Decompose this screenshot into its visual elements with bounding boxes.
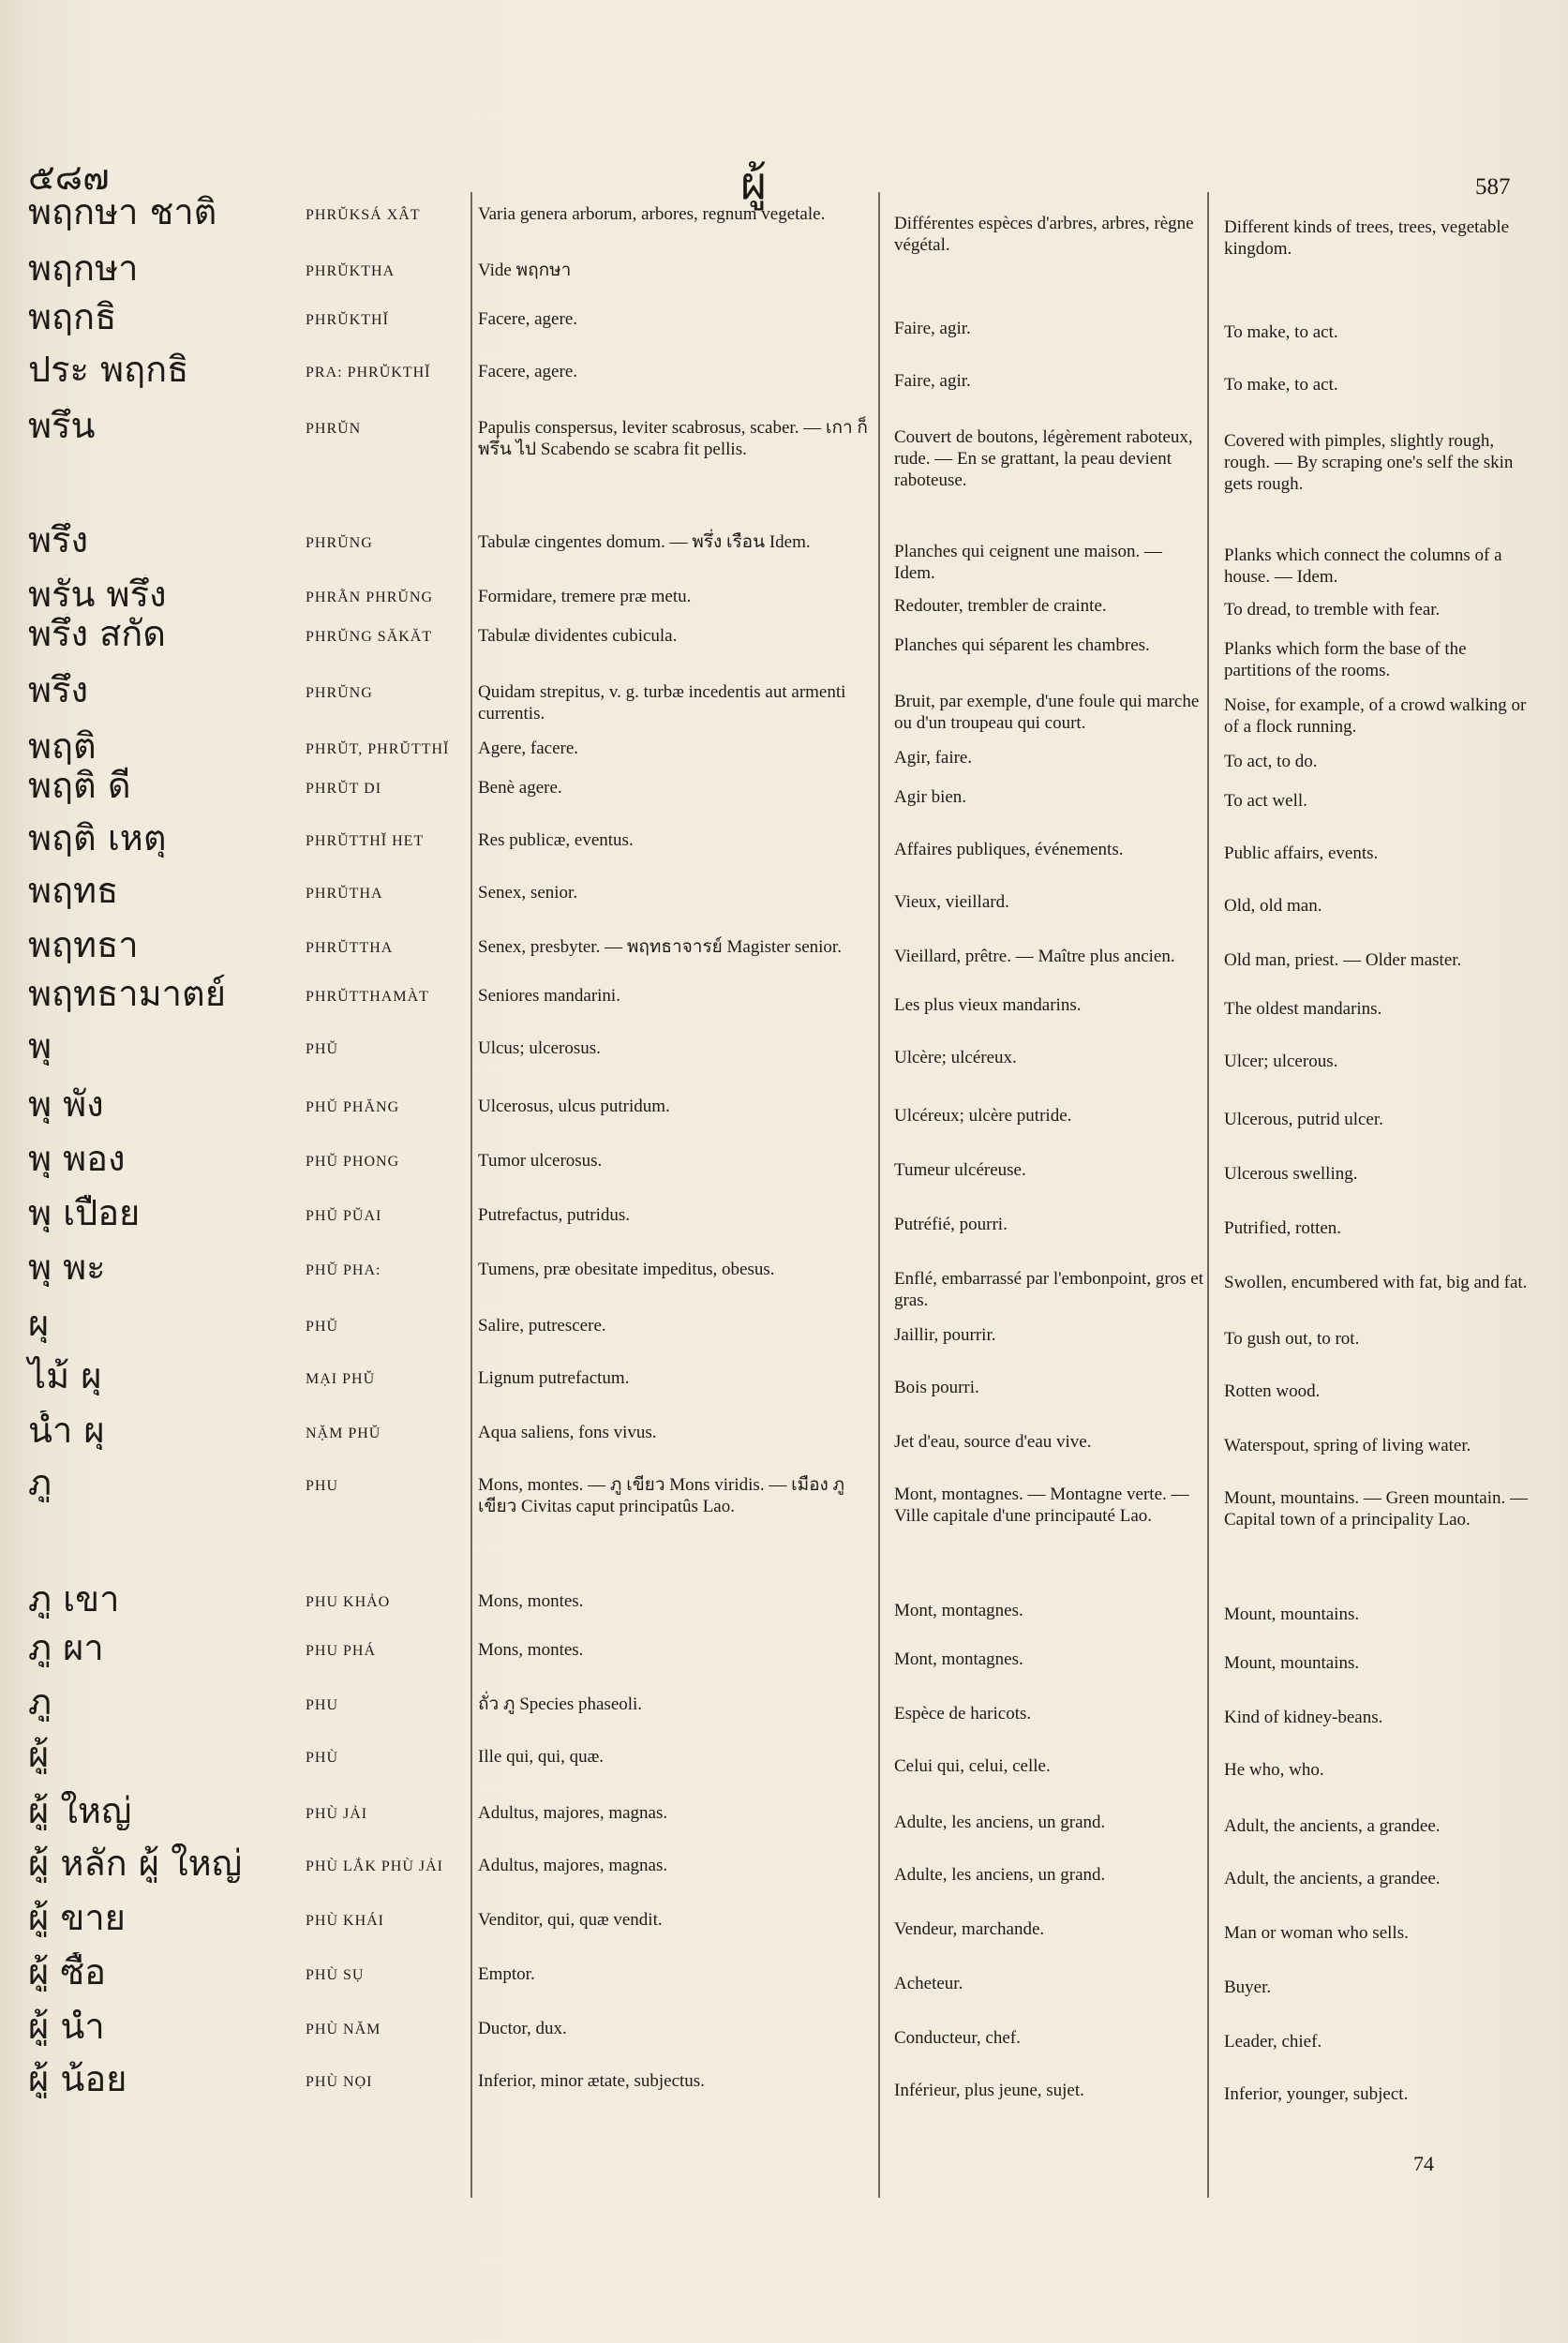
- romanization: MẠI PHŬ: [306, 1371, 376, 1387]
- dictionary-entry: [0, 1463, 1568, 1579]
- thai-headword: ผู้ นำ: [28, 2007, 105, 2046]
- english-definition: To gush out, to rot.: [1224, 1329, 1360, 1349]
- french-definition: Espèce de haricots.: [894, 1704, 1032, 1724]
- french-definition: Vieux, vieillard.: [894, 892, 1009, 912]
- thai-headword: ภู เขา: [28, 1579, 120, 1619]
- romanization: PHRŬKSÁ XÂT: [306, 207, 421, 223]
- page-number: 587: [1475, 174, 1511, 200]
- latin-definition: Inferior, minor ætate, subjectus.: [478, 2071, 705, 2091]
- thai-headword: พุ เปื่อย: [28, 1193, 141, 1232]
- thai-headword: ประ พฤกธิ: [28, 350, 189, 389]
- thai-headword: พฤกษา ชาติ: [28, 192, 217, 231]
- english-definition: To act well.: [1224, 791, 1307, 811]
- latin-definition: Agere, facere.: [478, 739, 579, 758]
- thai-headword: พฤทธ: [28, 871, 119, 910]
- french-definition: Agir, faire.: [894, 748, 973, 768]
- thai-headword: ผู้ หลัก ผู้ ใหญ่: [28, 1843, 243, 1883]
- romanization: PHRŬTTHǏ HET: [306, 833, 425, 849]
- thai-headword: พรึ่น: [28, 406, 96, 445]
- dictionary-entry: [0, 1026, 1568, 1084]
- english-definition: To act, to do.: [1224, 752, 1318, 771]
- english-definition: To make, to act.: [1224, 375, 1338, 395]
- english-definition: Swollen, encumbered with fat, big and fat.: [1224, 1273, 1528, 1292]
- english-definition: To make, to act.: [1224, 322, 1338, 342]
- dictionary-entry: [0, 670, 1568, 737]
- english-definition: Ulcerous swelling.: [1224, 1164, 1358, 1184]
- dictionary-entry: [0, 766, 1568, 818]
- romanization: PHRŬNG: [306, 535, 373, 551]
- french-definition: Vieillard, prêtre. — Maître plus ancien.: [894, 947, 1175, 966]
- dictionary-entry: [0, 575, 1568, 619]
- dictionary-entry: [0, 297, 1568, 350]
- dictionary-entry: [0, 1304, 1568, 1356]
- thai-headword: พฤทธามาตย์: [28, 974, 226, 1013]
- english-definition: Mount, mountains.: [1224, 1604, 1360, 1624]
- french-definition: Faire, agir.: [894, 319, 971, 338]
- latin-definition: Tabulæ dividentes cubicula.: [478, 626, 678, 646]
- english-definition: Buyer.: [1224, 1977, 1272, 1997]
- thai-headword: พุ พัง: [28, 1084, 104, 1124]
- english-definition: Old, old man.: [1224, 896, 1322, 916]
- romanization: PHRŬNG SĂKĂT: [306, 629, 433, 645]
- latin-definition: Seniores mandarini.: [478, 986, 620, 1006]
- thai-headword: ผู้ น้อย: [28, 2059, 127, 2098]
- thai-headword: พฤกษา: [28, 248, 139, 288]
- latin-definition: Ulcus; ulcerosus.: [478, 1038, 601, 1058]
- thai-headword: พฤทธา: [28, 925, 139, 964]
- french-definition: Putréfié, pourri.: [894, 1215, 1008, 1234]
- thai-headword: พุ พอง: [28, 1139, 126, 1178]
- french-definition: Adulte, les anciens, un grand.: [894, 1865, 1106, 1885]
- thai-headword: น้ำ ผุ: [28, 1410, 105, 1450]
- thai-headword: ภู: [28, 1463, 52, 1502]
- thai-headword: ผู้: [28, 1735, 50, 1774]
- latin-definition: Aqua saliens, fons vivus.: [478, 1423, 657, 1442]
- latin-definition: Senex, senior.: [478, 883, 578, 903]
- dictionary-entry: [0, 350, 1568, 406]
- latin-definition: Tabulæ cingentes domum. — พรึ่ง เรือน Idem.: [478, 532, 811, 552]
- english-definition: Public affairs, events.: [1224, 843, 1379, 863]
- dictionary-entry: [0, 1579, 1568, 1628]
- dictionary-entry: [0, 1410, 1568, 1463]
- romanization: PHÙ LẮK PHÙ JẢI: [306, 1858, 444, 1874]
- romanization: NẶM PHŬ: [306, 1425, 381, 1441]
- romanization: PRA: PHRŬKTHǏ: [306, 365, 431, 381]
- latin-definition: Ductor, dux.: [478, 2019, 567, 2038]
- english-definition: Noise, for example, of a crowd walking or of a flock running.: [1224, 695, 1527, 737]
- english-definition: Different kinds of trees, trees, vegetable kingdom.: [1224, 217, 1510, 259]
- french-definition: Adulte, les anciens, un grand.: [894, 1813, 1106, 1832]
- dictionary-entry: [0, 1193, 1568, 1247]
- dictionary-entry: [0, 1628, 1568, 1682]
- latin-definition: Senex, presbyter. — พฤทธาจารย์ Magister senior.: [478, 937, 842, 957]
- dictionary-entry: [0, 726, 1568, 771]
- english-definition: He who, who.: [1224, 1760, 1324, 1780]
- romanization: PHRŬT DI: [306, 781, 382, 797]
- romanization: PHŬ PHA:: [306, 1262, 381, 1278]
- thai-headword: พุ: [28, 1026, 52, 1066]
- french-definition: Planches qui ceignent une maison. — Idem.: [894, 542, 1162, 583]
- french-definition: Enflé, embarrassé par l'embonpoint, gros et gras.: [894, 1269, 1204, 1310]
- dictionary-entry: [0, 1791, 1568, 1843]
- french-definition: Celui qui, celui, celle.: [894, 1756, 1051, 1776]
- english-definition: Planks which connect the columns of a house. — Idem.: [1224, 545, 1502, 587]
- romanization: PHÙ: [306, 1750, 339, 1766]
- romanization: PHÙ NỌI: [306, 2074, 373, 2090]
- dictionary-entry: [0, 1682, 1568, 1735]
- romanization: PHŬ PHĂNG: [306, 1099, 400, 1115]
- french-definition: Ulcère; ulcéreux.: [894, 1048, 1017, 1067]
- english-definition: Adult, the ancients, a grandee.: [1224, 1816, 1441, 1836]
- latin-definition: Mons, montes.: [478, 1591, 584, 1611]
- dictionary-entry: [0, 406, 1568, 520]
- french-definition: Ulcéreux; ulcère putride.: [894, 1106, 1072, 1126]
- running-headword: ผู้: [740, 157, 768, 210]
- romanization: PHÙ NĂM: [306, 2022, 381, 2037]
- dictionary-entry: [0, 2059, 1568, 2112]
- french-definition: Mont, montagnes.: [894, 1649, 1023, 1669]
- french-definition: Planches qui séparent les chambres.: [894, 635, 1150, 655]
- english-definition: Inferior, younger, subject.: [1224, 2084, 1409, 2104]
- latin-definition: Salire, putrescere.: [478, 1316, 606, 1336]
- french-definition: Tumeur ulcéreuse.: [894, 1160, 1026, 1180]
- english-definition: Rotten wood.: [1224, 1381, 1321, 1401]
- dictionary-entry: [0, 1843, 1568, 1898]
- latin-definition: Mons, montes. — ภู เขียว Mons viridis. — เมือง ภู เขียว Civitas caput principatûs Lao.: [478, 1475, 845, 1516]
- french-definition: Acheteur.: [894, 1974, 963, 1993]
- latin-definition: Tumor ulcerosus.: [478, 1151, 603, 1171]
- french-definition: Agir bien.: [894, 787, 967, 807]
- english-definition: Leader, chief.: [1224, 2032, 1322, 2052]
- english-definition: Man or woman who sells.: [1224, 1923, 1409, 1943]
- thai-headword: พรึ่ง: [28, 670, 89, 709]
- thai-headword: ภู ผา: [28, 1628, 104, 1667]
- english-definition: [1224, 248, 1529, 273]
- romanization: PHRŬKTHA: [306, 263, 396, 279]
- english-definition: Mount, mountains.: [1224, 1653, 1360, 1673]
- dictionary-entry: [0, 1356, 1568, 1410]
- french-definition: Redouter, trembler de crainte.: [894, 596, 1107, 616]
- thai-headword: พุ พะ: [28, 1247, 106, 1287]
- dictionary-entry: [0, 1139, 1568, 1193]
- french-definition: Les plus vieux mandarins.: [894, 995, 1082, 1015]
- thai-headword: พฤติ เหตุ: [28, 818, 167, 858]
- french-definition: Jaillir, pourrir.: [894, 1325, 996, 1345]
- english-definition: Covered with pimples, slightly rough, rough. — By scraping one's self the skin gets rough.: [1224, 431, 1514, 494]
- romanization: PHRŬN: [306, 421, 362, 437]
- romanization: PHÙ JẢI: [306, 1806, 368, 1822]
- dictionary-entry: [0, 1952, 1568, 2007]
- english-definition: Old man, priest. — Older master.: [1224, 950, 1462, 970]
- latin-definition: Benè agere.: [478, 778, 562, 798]
- latin-definition: Quidam strepitus, v. g. turbæ incedentis aut armenti currentis.: [478, 682, 846, 724]
- french-definition: Bois pourri.: [894, 1378, 979, 1397]
- signature-mark: 74: [1413, 2152, 1434, 2175]
- dictionary-entry: [0, 871, 1568, 925]
- latin-definition: Formidare, tremere præ metu.: [478, 587, 692, 606]
- romanization: PHŬ: [306, 1041, 339, 1057]
- thai-headword: ผู้ ใหญ่: [28, 1791, 132, 1830]
- thai-headword: ผุ: [28, 1304, 50, 1343]
- thai-headword: ภู: [28, 1682, 52, 1722]
- french-definition: Jet d'eau, source d'eau vive.: [894, 1432, 1092, 1452]
- romanization: PHU: [306, 1478, 339, 1494]
- latin-definition: Emptor.: [478, 1964, 535, 1984]
- romanization: PHRŬTTHA: [306, 940, 394, 956]
- thai-headword: ผู้ ขาย: [28, 1898, 126, 1937]
- english-definition: Mount, mountains. — Green mountain. — Capital town of a principality Lao.: [1224, 1488, 1529, 1530]
- romanization: PHÙ KHÁI: [306, 1913, 384, 1929]
- romanization: PHRẰN PHRŬNG: [306, 589, 434, 605]
- thai-headword: พฤกธิ: [28, 297, 117, 336]
- dictionary-entry: [0, 818, 1568, 871]
- thai-headword: พฤติ: [28, 726, 97, 766]
- latin-definition: Ulcerosus, ulcus putridum.: [478, 1097, 670, 1116]
- english-definition: Waterspout, spring of living water.: [1224, 1436, 1471, 1455]
- french-definition: Affaires publiques, événements.: [894, 840, 1124, 859]
- english-definition: Planks which form the base of the partitions of the rooms.: [1224, 639, 1467, 680]
- dictionary-entry: [0, 1247, 1568, 1310]
- dictionary-entry: [0, 1735, 1568, 1791]
- entry-list: [0, 192, 1568, 2112]
- romanization: PHŬ PHONG: [306, 1154, 400, 1170]
- english-definition: Adult, the ancients, a grandee.: [1224, 1869, 1441, 1888]
- latin-definition: Facere, agere.: [478, 362, 578, 381]
- latin-definition: Papulis conspersus, leviter scabrosus, scaber. — เกา ก็ พรึ่น ไป Scabendo se scabra fit pellis.: [478, 418, 868, 459]
- romanization: PHŬ PŬAI: [306, 1208, 382, 1224]
- latin-definition: Lignum putrefactum.: [478, 1368, 630, 1388]
- page-number-thai: ๕๘๗: [28, 157, 110, 198]
- french-definition: Mont, montagnes.: [894, 1601, 1023, 1620]
- french-definition: Bruit, par exemple, d'une foule qui marche ou d'un troupeau qui court.: [894, 692, 1200, 733]
- latin-definition: Venditor, qui, quæ vendit.: [478, 1910, 663, 1930]
- french-definition: [894, 248, 1205, 269]
- dictionary-entry: [0, 1084, 1568, 1139]
- french-definition: Couvert de boutons, légèrement raboteux, rude. — En se grattant, la peau devient raboteuse.: [894, 427, 1193, 490]
- french-definition: Faire, agir.: [894, 371, 971, 391]
- latin-definition: Facere, agere.: [478, 309, 578, 329]
- english-definition: Kind of kidney-beans.: [1224, 1708, 1383, 1727]
- dictionary-entry: [0, 248, 1568, 297]
- english-definition: Ulcer; ulcerous.: [1224, 1052, 1338, 1071]
- english-definition: To dread, to tremble with fear.: [1224, 600, 1441, 619]
- french-definition: Différentes espèces d'arbres, arbres, règne végétal.: [894, 214, 1194, 255]
- french-definition: Inférieur, plus jeune, sujet.: [894, 2081, 1084, 2100]
- latin-definition: Tumens, præ obesitate impeditus, obesus.: [478, 1260, 775, 1279]
- latin-definition: ถั่ว ภู Species phaseoli.: [478, 1694, 643, 1714]
- thai-headword: พรึ่ง: [28, 520, 89, 560]
- french-definition: Conducteur, chef.: [894, 2028, 1021, 2048]
- english-definition: The oldest mandarins.: [1224, 999, 1382, 1019]
- dictionary-entry: [0, 192, 1568, 259]
- dictionary-entry: [0, 2007, 1568, 2059]
- thai-headword: พรั่น พรึ่ง: [28, 575, 167, 614]
- romanization: PHRŬT, PHRŬTTHǏ: [306, 741, 450, 757]
- dictionary-entry: [0, 614, 1568, 680]
- romanization: PHÙ SỤ: [306, 1967, 365, 1983]
- romanization: PHRŬKTHǏ: [306, 312, 389, 328]
- latin-definition: Adultus, majores, magnas.: [478, 1856, 668, 1875]
- english-definition: Ulcerous, putrid ulcer.: [1224, 1110, 1383, 1129]
- thai-headword: ผู้ ซื้อ: [28, 1952, 106, 1992]
- french-definition: Mont, montagnes. — Montagne verte. — Ville capitale d'une principauté Lao.: [894, 1485, 1189, 1526]
- dictionary-entry: [0, 1898, 1568, 1952]
- romanization: PHRŬNG: [306, 685, 373, 701]
- romanization: PHU KHẢO: [306, 1594, 391, 1610]
- latin-definition: Ille qui, qui, quæ.: [478, 1747, 605, 1767]
- dictionary-entry: [0, 925, 1568, 974]
- french-definition: Vendeur, marchande.: [894, 1919, 1045, 1939]
- dictionary-entry: [0, 974, 1568, 1026]
- thai-headword: พฤติ ดี: [28, 766, 131, 805]
- latin-definition: Varia genera arborum, arbores, regnum vegetale.: [478, 204, 826, 224]
- thai-headword: พรึ่ง สกัด: [28, 614, 166, 653]
- dictionary-entry: [0, 520, 1568, 587]
- latin-definition: Adultus, majores, magnas.: [478, 1803, 668, 1823]
- english-definition: Putrified, rotten.: [1224, 1218, 1342, 1238]
- romanization: PHRŬTTHAMÀT: [306, 989, 429, 1005]
- latin-definition: Res publicæ, eventus.: [478, 830, 634, 850]
- romanization: PHŬ: [306, 1319, 339, 1335]
- latin-definition: Vide พฤกษา: [478, 261, 572, 280]
- latin-definition: Mons, montes.: [478, 1640, 584, 1660]
- romanization: PHRŬTHA: [306, 886, 383, 902]
- romanization: PHU: [306, 1697, 339, 1713]
- romanization: PHU PHÁ: [306, 1643, 377, 1659]
- latin-definition: Putrefactus, putridus.: [478, 1205, 631, 1225]
- thai-headword: ไม้ ผุ: [28, 1356, 102, 1395]
